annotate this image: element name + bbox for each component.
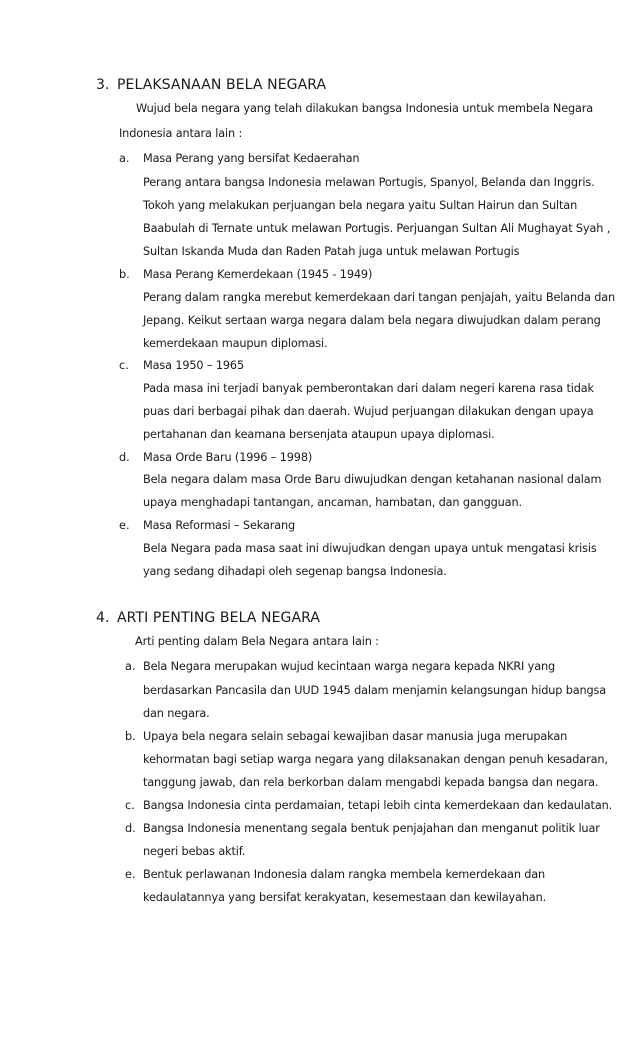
section-3-item-b-line-2: Jepang. Keikut sertaan warga negara dalam bela negara diwujudkan dalam perang <box>143 314 601 327</box>
section-3-item-b-title: Masa Perang Kemerdekaan (1945 - 1949) <box>143 268 373 281</box>
section-4-item-b-marker: b. <box>125 730 136 743</box>
section-4-item-b-line-3: tanggung jawab, dan rela berkorban dalam mengabdi kepada bangsa dan negara. <box>143 776 599 789</box>
section-3-item-a-marker: a. <box>119 152 130 165</box>
section-3-intro-line-1: Wujud bela negara yang telah dilakukan bangsa Indonesia untuk membela Negara <box>136 102 594 115</box>
section-3-item-a-title: Masa Perang yang bersifat Kedaerahan <box>143 152 360 165</box>
section-4-item-a-line-2: berdasarkan Pancasila dan UUD 1945 dalam menjamin kelangsungan hidup bangsa <box>143 684 607 697</box>
section-3-title: PELAKSANAAN BELA NEGARA <box>117 77 327 93</box>
section-4-intro: Arti penting dalam Bela Negara antara lain : <box>135 635 379 648</box>
section-3-item-c-line-2: puas dari berbagai pihak dan daerah. Wujud perjuangan dilakukan dengan upaya <box>143 405 594 418</box>
section-3-item-d-marker: d. <box>119 451 130 464</box>
section-3-item-e-line-1: Bela Negara pada masa saat ini diwujudkan dengan upaya untuk mengatasi krisis <box>143 542 597 555</box>
section-3-item-a-line-3: Baabulah di Ternate untuk melawan Portugis. Perjuangan Sultan Ali Mughayat Syah , <box>143 222 611 235</box>
section-4-item-a-marker: a. <box>125 660 136 673</box>
section-4-item-e-marker: e. <box>125 868 136 881</box>
section-3-item-c-line-3: pertahanan dan keamana bersenjata ataupun upaya diplomasi. <box>143 428 495 441</box>
section-3-item-a-line-4: Sultan Iskanda Muda dan Raden Patah juga untuk melawan Portugis <box>143 245 520 258</box>
section-3-item-d-line-1: Bela negara dalam masa Orde Baru diwujudkan dengan ketahanan nasional dalam <box>143 473 602 486</box>
section-4-item-c-line-1: Bangsa Indonesia cinta perdamaian, tetapi lebih cinta kemerdekaan dan kedaulatan. <box>143 799 613 812</box>
section-4-item-b-line-1: Upaya bela negara selain sebagai kewajiban dasar manusia juga merupakan <box>143 730 568 743</box>
section-3-item-e-title: Masa Reformasi – Sekarang <box>143 519 296 532</box>
section-3-item-d-line-2: upaya menghadapi tantangan, ancaman, hambatan, dan gangguan. <box>143 496 522 509</box>
section-3-item-b-line-1: Perang dalam rangka merebut kemerdekaan dari tangan penjajah, yaitu Belanda dan <box>143 291 616 304</box>
section-4-item-b-line-2: kehormatan bagi setiap warga negara yang dilaksanakan dengan penuh kesadaran, <box>143 753 608 766</box>
section-4-item-e-line-2: kedaulatannya yang bersifat kerakyatan, kesemestaan dan kewilayahan. <box>143 891 547 904</box>
section-3-item-d-title: Masa Orde Baru (1996 – 1998) <box>143 451 313 464</box>
section-4-item-d-line-2: negeri bebas aktif. <box>143 845 246 858</box>
section-4-item-a-line-3: dan negara. <box>143 707 210 720</box>
section-3-number: 3. <box>96 77 110 93</box>
section-4-item-e-line-1: Bentuk perlawanan Indonesia dalam rangka membela kemerdekaan dan <box>143 868 546 881</box>
section-4-item-d-marker: d. <box>125 822 136 835</box>
section-3-item-c-line-1: Pada masa ini terjadi banyak pemberontakan dari dalam negeri karena rasa tidak <box>143 382 594 395</box>
section-3-item-b-line-3: kemerdekaan maupun diplomasi. <box>143 337 328 350</box>
section-4-item-c-marker: c. <box>125 799 135 812</box>
section-4-title: ARTI PENTING BELA NEGARA <box>117 610 321 626</box>
section-3-intro-line-2: Indonesia antara lain : <box>119 127 243 140</box>
section-3-item-e-line-2: yang sedang dihadapi oleh segenap bangsa Indonesia. <box>143 565 447 578</box>
section-3-item-a-line-2: Tokoh yang melakukan perjuangan bela negara yaitu Sultan Hairun dan Sultan <box>143 199 578 212</box>
section-3-item-a-line-1: Perang antara bangsa Indonesia melawan Portugis, Spanyol, Belanda dan Inggris. <box>143 176 595 189</box>
section-3-item-c-marker: c. <box>119 359 129 372</box>
section-4-item-d-line-1: Bangsa Indonesia menentang segala bentuk penjajahan dan menganut politik luar <box>143 822 600 835</box>
section-3-item-e-marker: e. <box>119 519 130 532</box>
section-3-item-c-title: Masa 1950 – 1965 <box>143 359 244 372</box>
section-4-item-a-line-1: Bela Negara merupakan wujud kecintaan warga negara kepada NKRI yang <box>143 660 555 673</box>
section-3-item-b-marker: b. <box>119 268 130 281</box>
section-4-number: 4. <box>96 610 110 626</box>
